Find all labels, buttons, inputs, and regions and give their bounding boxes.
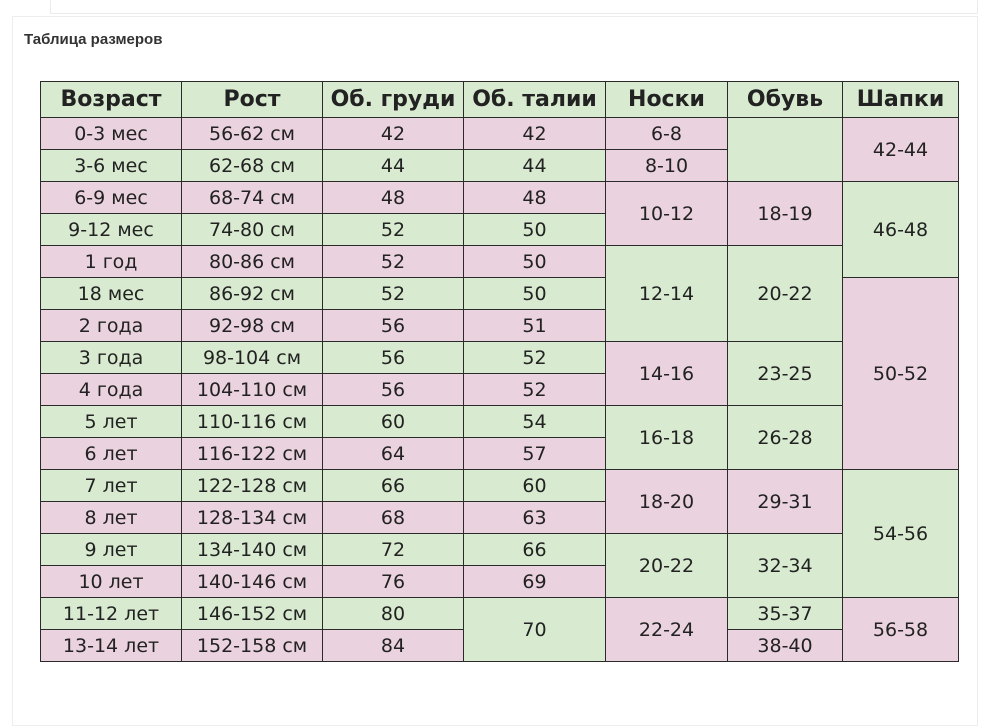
waist-cell: 54: [464, 406, 606, 438]
hats-cell: 46-48: [843, 182, 959, 278]
table-row: [41, 246, 959, 278]
socks-cell: 8-10: [606, 150, 728, 182]
table-row: [41, 534, 959, 566]
header-socks: Носки: [606, 82, 728, 118]
age-cell: 4 года: [41, 374, 182, 406]
age-cell: 8 лет: [41, 502, 182, 534]
socks-cell: 18-20: [606, 470, 728, 534]
header-shoes: Обувь: [728, 82, 843, 118]
table-row: [41, 182, 959, 214]
hats-cell: 50-52: [843, 278, 959, 470]
age-cell: 9-12 мес: [41, 214, 182, 246]
height-cell: 86-92 см: [182, 278, 323, 310]
waist-cell: 51: [464, 310, 606, 342]
chest-cell: 48: [323, 182, 464, 214]
page-title: Таблица размеров: [24, 31, 163, 48]
height-cell: 56-62 см: [182, 118, 323, 150]
socks-cell: 10-12: [606, 182, 728, 246]
height-cell: 62-68 см: [182, 150, 323, 182]
age-cell: 3 года: [41, 342, 182, 374]
chest-cell: 44: [323, 150, 464, 182]
height-cell: 140-146 см: [182, 566, 323, 598]
shoes-cell: 23-25: [728, 342, 843, 406]
height-cell: 98-104 см: [182, 342, 323, 374]
header-age: Возраст: [41, 82, 182, 118]
header-waist: Об. талии: [464, 82, 606, 118]
top-divider: [50, 0, 978, 14]
age-cell: 18 мес: [41, 278, 182, 310]
header-height: Рост: [182, 82, 323, 118]
waist-cell: 66: [464, 534, 606, 566]
header-chest: Об. груди: [323, 82, 464, 118]
table-row: [41, 342, 959, 374]
chest-cell: 56: [323, 374, 464, 406]
age-cell: 3-6 мес: [41, 150, 182, 182]
waist-cell: 48: [464, 182, 606, 214]
age-cell: 0-3 мес: [41, 118, 182, 150]
chest-cell: 72: [323, 534, 464, 566]
waist-cell: 52: [464, 342, 606, 374]
socks-cell: 12-14: [606, 246, 728, 342]
age-cell: 7 лет: [41, 470, 182, 502]
table-row: [41, 406, 959, 438]
chest-cell: 42: [323, 118, 464, 150]
waist-cell: 52: [464, 374, 606, 406]
age-cell: 13-14 лет: [41, 630, 182, 662]
chest-cell: 60: [323, 406, 464, 438]
age-cell: 10 лет: [41, 566, 182, 598]
waist-cell: 60: [464, 470, 606, 502]
waist-cell: 63: [464, 502, 606, 534]
height-cell: 146-152 см: [182, 598, 323, 630]
shoes-cell: 29-31: [728, 470, 843, 534]
height-cell: 134-140 см: [182, 534, 323, 566]
height-cell: 110-116 см: [182, 406, 323, 438]
height-cell: 68-74 см: [182, 182, 323, 214]
waist-cell: 44: [464, 150, 606, 182]
chest-cell: 56: [323, 342, 464, 374]
chest-cell: 52: [323, 214, 464, 246]
height-cell: 80-86 см: [182, 246, 323, 278]
waist-cell: 69: [464, 566, 606, 598]
chest-cell: 84: [323, 630, 464, 662]
height-cell: 152-158 см: [182, 630, 323, 662]
waist-cell: 42: [464, 118, 606, 150]
socks-cell: 20-22: [606, 534, 728, 598]
age-cell: 9 лет: [41, 534, 182, 566]
socks-cell: 16-18: [606, 406, 728, 470]
shoes-cell: 32-34: [728, 534, 843, 598]
waist-cell: 50: [464, 214, 606, 246]
age-cell: 5 лет: [41, 406, 182, 438]
hats-cell: 54-56: [843, 470, 959, 598]
shoes-cell: [728, 118, 843, 182]
chest-cell: 56: [323, 310, 464, 342]
hats-cell: 56-58: [843, 598, 959, 662]
chest-cell: 64: [323, 438, 464, 470]
chest-cell: 76: [323, 566, 464, 598]
socks-cell: 6-8: [606, 118, 728, 150]
header-hats: Шапки: [843, 82, 959, 118]
shoes-cell: 18-19: [728, 182, 843, 246]
height-cell: 128-134 см: [182, 502, 323, 534]
shoes-cell: 38-40: [728, 630, 843, 662]
chest-cell: 80: [323, 598, 464, 630]
table-row: [41, 598, 959, 630]
age-cell: 11-12 лет: [41, 598, 182, 630]
hats-cell: 42-44: [843, 118, 959, 182]
size-table: [40, 81, 959, 662]
age-cell: 2 года: [41, 310, 182, 342]
shoes-cell: 26-28: [728, 406, 843, 470]
height-cell: 122-128 см: [182, 470, 323, 502]
shoes-cell: 35-37: [728, 598, 843, 630]
chest-cell: 68: [323, 502, 464, 534]
table-row: [41, 118, 959, 150]
socks-cell: 14-16: [606, 342, 728, 406]
height-cell: 92-98 см: [182, 310, 323, 342]
height-cell: 74-80 см: [182, 214, 323, 246]
waist-cell: 50: [464, 278, 606, 310]
height-cell: 104-110 см: [182, 374, 323, 406]
chest-cell: 52: [323, 246, 464, 278]
age-cell: 1 год: [41, 246, 182, 278]
height-cell: 116-122 см: [182, 438, 323, 470]
chest-cell: 52: [323, 278, 464, 310]
waist-cell: 70: [464, 598, 606, 662]
age-cell: 6-9 мес: [41, 182, 182, 214]
waist-cell: 50: [464, 246, 606, 278]
socks-cell: 22-24: [606, 598, 728, 662]
table-row: [41, 470, 959, 502]
chest-cell: 66: [323, 470, 464, 502]
waist-cell: 57: [464, 438, 606, 470]
age-cell: 6 лет: [41, 438, 182, 470]
header-row: [41, 82, 959, 118]
shoes-cell: 20-22: [728, 246, 843, 342]
